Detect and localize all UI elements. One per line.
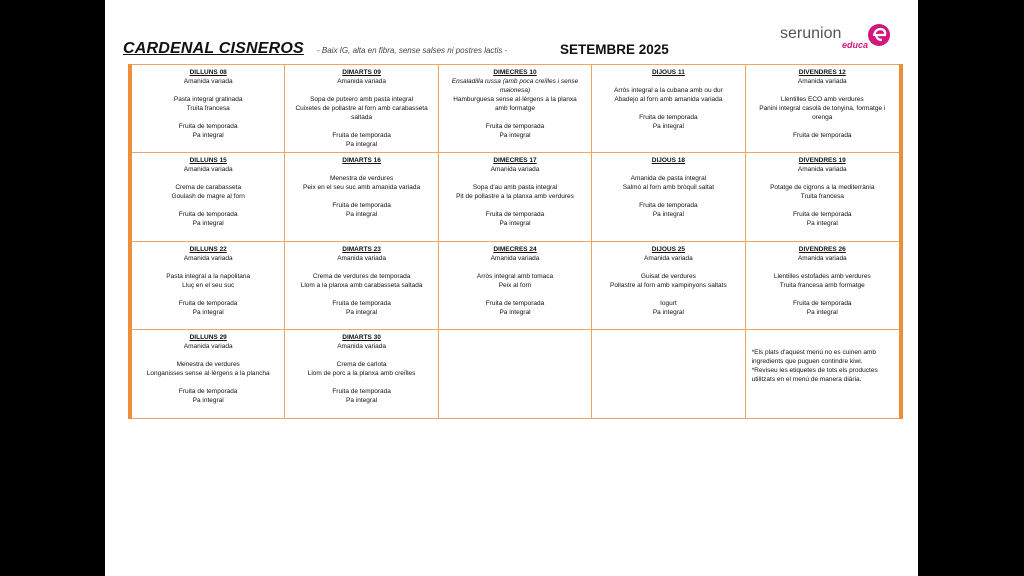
bread: Pa integral (652, 210, 684, 218)
bread: Pa integral (192, 397, 224, 405)
day-heading: DIJOUS 11 (651, 69, 685, 76)
dish-second: Panini integral casolà de tonyina, formatge i (759, 105, 886, 112)
dessert: Fruita de temporada (178, 299, 238, 307)
dish-first: Llentilles ECO amb verdures (780, 96, 864, 103)
bread: Pa integral (806, 219, 838, 227)
dish-first: Crema de verdures de temporada (312, 272, 411, 280)
day-cell (132, 153, 285, 242)
dish-second-cont: orenga (812, 114, 833, 121)
dessert: Fruita de temporada (332, 299, 391, 307)
dish-first: Sopa d'au amb pasta integral (472, 183, 558, 191)
bread: Pa integral (192, 219, 224, 227)
dessert: Fruita de temporada (639, 114, 698, 121)
dish-second: Peix en el seu suc amb amanida variada (303, 183, 421, 191)
day-heading: DIMARTS 23 (342, 245, 381, 253)
dish-second: Hamburguesa sense al·lèrgens a la planxa (453, 96, 577, 103)
day-cell (592, 153, 745, 242)
dish-starter: Amanida variada (183, 254, 233, 262)
day-cell (439, 64, 592, 153)
dessert: Fruita de temporada (639, 201, 698, 209)
dish-starter: Amanida variada (337, 343, 386, 351)
dish-second: Llom a la planxa amb carabasseta saltada (300, 281, 423, 289)
dessert: Fruita de temporada (793, 132, 852, 139)
note-kiwi: *Els plats d'aquest menú no es cuinen amb ingredients que puguen contindre kiwi. (751, 349, 877, 366)
dessert: Fruita de temporada (332, 388, 391, 396)
dessert: Fruita de temporada (178, 388, 238, 396)
day-cell (746, 64, 899, 153)
dish-first: Llentilles estofades amb verdures (773, 272, 871, 280)
dish-second: Goulash de magre al forn (171, 192, 245, 200)
day-heading: DILLUNS 22 (189, 245, 227, 253)
dish-second: Lluç en el seu suc (182, 281, 235, 289)
day-cell (285, 330, 438, 419)
day-heading: DIMECRES 10 (493, 69, 537, 76)
day-heading: DILLUNS 15 (189, 156, 227, 164)
day-cell (132, 242, 285, 331)
bread: Pa integral (346, 141, 378, 148)
logo-swirl-icon (866, 22, 892, 48)
dish-second: Llom de porc a la planxa amb creïlles (307, 370, 416, 378)
dessert: Fruita de temporada (485, 210, 545, 218)
day-heading: DIMARTS 16 (342, 156, 381, 164)
bread: Pa integral (192, 308, 224, 316)
dessert: Fruita de temporada (793, 210, 852, 218)
dish-first: Amanida de pasta integral (630, 174, 707, 182)
bread: Pa integral (652, 123, 684, 130)
dish-first: Menestra de verdures (176, 361, 240, 369)
day-cell (746, 153, 899, 242)
school-title: CARDENAL CISNEROS (123, 40, 304, 57)
day-heading: DIMECRES 24 (493, 245, 537, 253)
dessert: Fruita de temporada (332, 132, 391, 139)
day-cell (439, 242, 592, 331)
dish-starter: Amanida variada (337, 78, 386, 85)
bread: Pa integral (806, 308, 838, 316)
dish-second: Abadejo al forn amb amanida variada (614, 96, 723, 103)
dish-second: Truita francesa (186, 105, 230, 112)
dish-second: Peix al forn (498, 281, 532, 289)
menu-page (105, 0, 918, 576)
day-heading: DILLUNS 08 (189, 69, 227, 76)
dish-first: Guisat de verdures (640, 272, 696, 280)
bread: Pa integral (499, 308, 531, 316)
day-cell (285, 153, 438, 242)
dessert: Fruita de temporada (485, 299, 545, 307)
bread: Pa integral (346, 210, 378, 218)
dish-second: Pollastre al forn amb xampinyons saltats (610, 281, 727, 289)
bread: Pa integral (652, 308, 684, 316)
dessert: Fruita de temporada (485, 123, 545, 130)
note-labels: *Reviseu les etiquetes de tots els productes utilitzats en el menú de manera diària. (751, 367, 878, 384)
allergen-notes (746, 330, 899, 419)
logo-main-text: serunion (780, 25, 842, 42)
bread: Pa integral (346, 397, 378, 405)
day-cell (592, 64, 745, 153)
dish-second: Cuixetes de pollastre al forn amb carabasseta (295, 105, 428, 112)
dish-starter: Amanida variada (183, 165, 233, 173)
dessert: Iogurt (660, 299, 677, 307)
day-heading: DIVENDRES 12 (798, 69, 846, 76)
dish-second-cont: amb formatge (494, 105, 536, 112)
dish-second: Longanisses sense al·lèrgens a la plancha (146, 370, 270, 378)
dish-starter: Amanida variada (183, 78, 233, 85)
dish-starter: Amanida variada (183, 343, 233, 351)
dish-starter-cont: maionesa) (499, 87, 531, 94)
dish-starter: Amanida variada (644, 254, 693, 262)
dish-starter: Amanida variada (337, 254, 386, 262)
day-cell (746, 242, 899, 331)
menu-grid (128, 64, 903, 419)
day-heading: DIMARTS 09 (342, 69, 381, 76)
dish-first: Pasta integral gratinada (173, 96, 243, 103)
dish-second: Truita francesa amb formatge (779, 281, 865, 289)
bread: Pa integral (499, 219, 531, 227)
day-heading: DILLUNS 29 (189, 334, 227, 342)
dessert: Fruita de temporada (332, 201, 391, 209)
dish-second: Truita francesa (800, 192, 844, 200)
bread: Pa integral (499, 132, 531, 139)
empty-cell (592, 330, 745, 419)
dish-starter: Amanida variada (797, 165, 847, 173)
dish-starter: Amanida variada (797, 254, 847, 262)
dish-first: Potatge de cigrons a la mediterrània (770, 183, 875, 191)
logo-sub-text: educa (842, 40, 869, 50)
bread: Pa integral (192, 132, 224, 139)
dish-second: Pit de pollastre a la planxa amb verdures (456, 192, 574, 200)
day-heading: DIJOUS 25 (651, 245, 686, 253)
dessert: Fruita de temporada (178, 210, 238, 218)
dessert: Fruita de temporada (793, 299, 852, 307)
dish-second-cont: saltada (351, 114, 373, 121)
serunion-logo (780, 22, 895, 52)
day-cell (285, 64, 438, 153)
dish-first: Arròs integral a la cubana amb ou dur (614, 87, 723, 94)
day-cell (439, 153, 592, 242)
day-heading: DIVENDRES 26 (798, 245, 846, 253)
dish-starter: Amanida variada (490, 165, 540, 173)
day-cell (592, 242, 745, 331)
day-cell (132, 330, 285, 419)
dish-starter: Amanida variada (797, 78, 847, 85)
empty-cell (439, 330, 592, 419)
day-heading: DIMARTS 30 (342, 334, 381, 342)
day-heading: DIJOUS 18 (651, 156, 686, 164)
bread: Pa integral (346, 308, 378, 316)
dish-first: Arròs integral amb tomaca (476, 272, 554, 280)
dish-starter: Amanida variada (490, 254, 540, 262)
dish-first: Crema de carabasseta (175, 183, 242, 191)
dish-first: Crema de carlota (336, 361, 387, 369)
dish-second: Salmó al forn amb bròquil saltat (622, 183, 715, 191)
menu-subtitle: - Baix IG, alta en fibra, sense salses ni postres lactis - (317, 46, 508, 55)
dessert: Fruita de temporada (178, 123, 238, 130)
dish-first: Pasta integral a la napolitana (166, 272, 251, 280)
day-cell (285, 242, 438, 331)
dish-starter: Ensaladilla russa (amb poca creïlles i sense (451, 78, 579, 85)
dish-first: Sopa de putxero amb pasta integral (310, 96, 414, 103)
day-heading: DIMECRES 17 (493, 156, 537, 164)
day-heading: DIVENDRES 19 (798, 156, 846, 164)
month-label: SETEMBRE 2025 (560, 42, 669, 57)
dish-first: Menestra de verdures (329, 174, 394, 182)
day-cell (132, 64, 285, 153)
